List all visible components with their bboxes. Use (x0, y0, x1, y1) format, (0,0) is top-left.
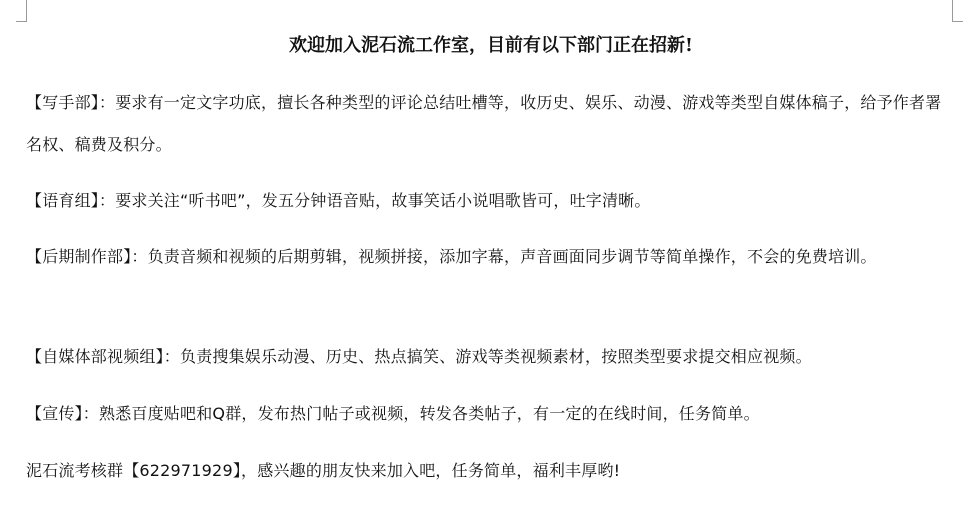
page-corner-mark-left (26, 0, 27, 22)
paragraph-assessment-group: 泥石流考核群【622971929】，感兴趣的朋友快来加入吧，任务简单，福利丰厚哟! (26, 461, 621, 480)
page-corner-tick-right (953, 21, 963, 22)
paragraph-post-production-dept: 【后期制作部】：负责音频和视频的后期剪辑，视频拼接，添加字幕，声音画面同步调节等简单操作，不会的免费培训。 (26, 247, 877, 266)
document-title: 欢迎加入泥石流工作室，目前有以下部门正在招新! (289, 35, 693, 56)
paragraph-video-group: 【自媒体部视频组】：负责搜集娱乐动漫、历史、热点搞笑、游戏等类视频素材，按照类型要求提交相应视频。 (26, 347, 812, 366)
page-corner-tick-left (16, 21, 26, 22)
page-corner-mark-right (952, 0, 953, 22)
paragraph-writers-dept: 【写手部】：要求有一定文字功底，擅长各种类型的评论总结吐槽等，收历史、娱乐、动漫、游戏等类型自媒体稿子，给予作者署名权、稿费及积分。 (26, 93, 942, 154)
paragraph-voice-group: 【语育组】：要求关注“听书吧”，发五分钟语音贴，故事笑话小说唱歌皆可，吐字清晰。 (26, 191, 651, 210)
paragraph-promotion: 【宣传】：熟悉百度贴吧和Q群，发布热门帖子或视频，转发各类帖子，有一定的在线时间，任务简单。 (26, 404, 760, 423)
